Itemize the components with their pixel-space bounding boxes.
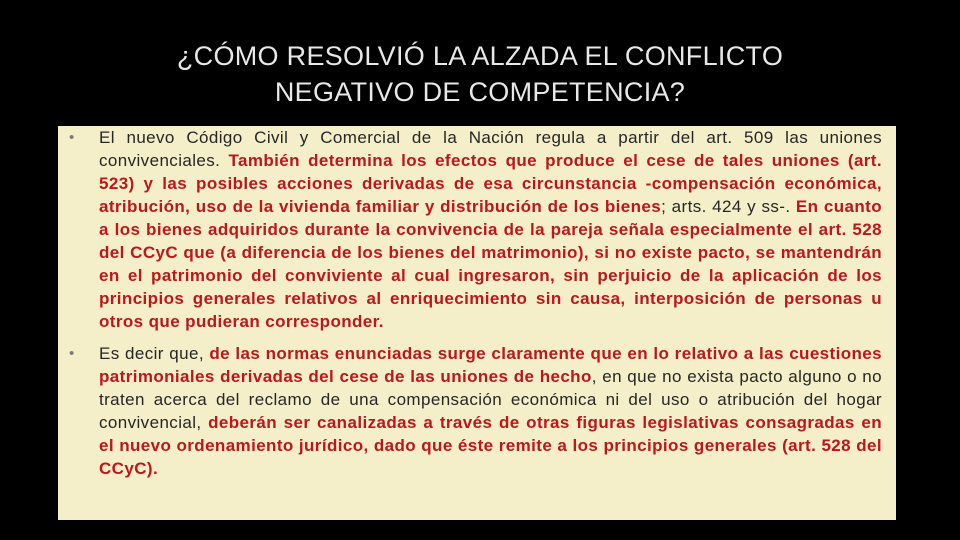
bullet-text-segment: También determina los efectos que produce el cese de tales uniones (art. 523) y las posibles acciones derivadas de esa circunstancia -compensación económica, atribución, uso de la vivienda familiar y distribución de los bienes: [99, 151, 882, 216]
bullet-item: [58, 342, 896, 480]
bullet-text-segment: de las normas enunciadas surge claramente que en lo relativo a las cuestiones patrimoniales derivadas del cese de las uniones de hecho: [99, 344, 883, 386]
bullet-item: [58, 126, 896, 333]
bullet-text-segment: Es decir que,: [99, 344, 210, 363]
content-area: [58, 126, 896, 540]
bullet-list: [58, 126, 896, 480]
bullet-text-segment: deberán ser canalizadas a través de otras figuras legislativas consagradas en el nuevo ordenamiento jurídico, dado que éste remite a los principios generales (art. 528 del CCyC).: [99, 413, 882, 478]
bullet-dot-icon: •: [69, 345, 75, 362]
bullet-text-segment: , en que no exista pacto alguno o no traten acerca del reclamo de una compensación económica ni del uso o atribución del hogar convivencial,: [99, 367, 882, 432]
bullet-dot-icon: •: [69, 129, 75, 146]
slide-title: [0, 38, 960, 110]
bullet-text-segment: El nuevo Código Civil y Comercial de la Nación regula a partir del art. 509 las uniones convivenciales.: [99, 128, 882, 170]
bullet-text-segment: ; arts. 424 y ss-.: [661, 197, 796, 216]
slide-title-line-2: NEGATIVO DE COMPETENCIA?: [274, 77, 686, 107]
slide-title-line-1: ¿CÓMO RESOLVIÓ LA ALZADA EL CONFLICTO: [176, 41, 784, 71]
bullet-text-segment: En cuanto a los bienes adquiridos durante la convivencia de la pareja señala especialmente el art. 528 del CCyC que (a diferencia de los bienes del matrimonio), si no existe pacto, se mantendrán en el patrimonio del conviviente al cual ingresaron, sin perjuicio de la aplicación de los principios generales relativos al enriquecimiento sin causa, interposición de personas u otros que pudieran corresponder.: [99, 197, 882, 331]
